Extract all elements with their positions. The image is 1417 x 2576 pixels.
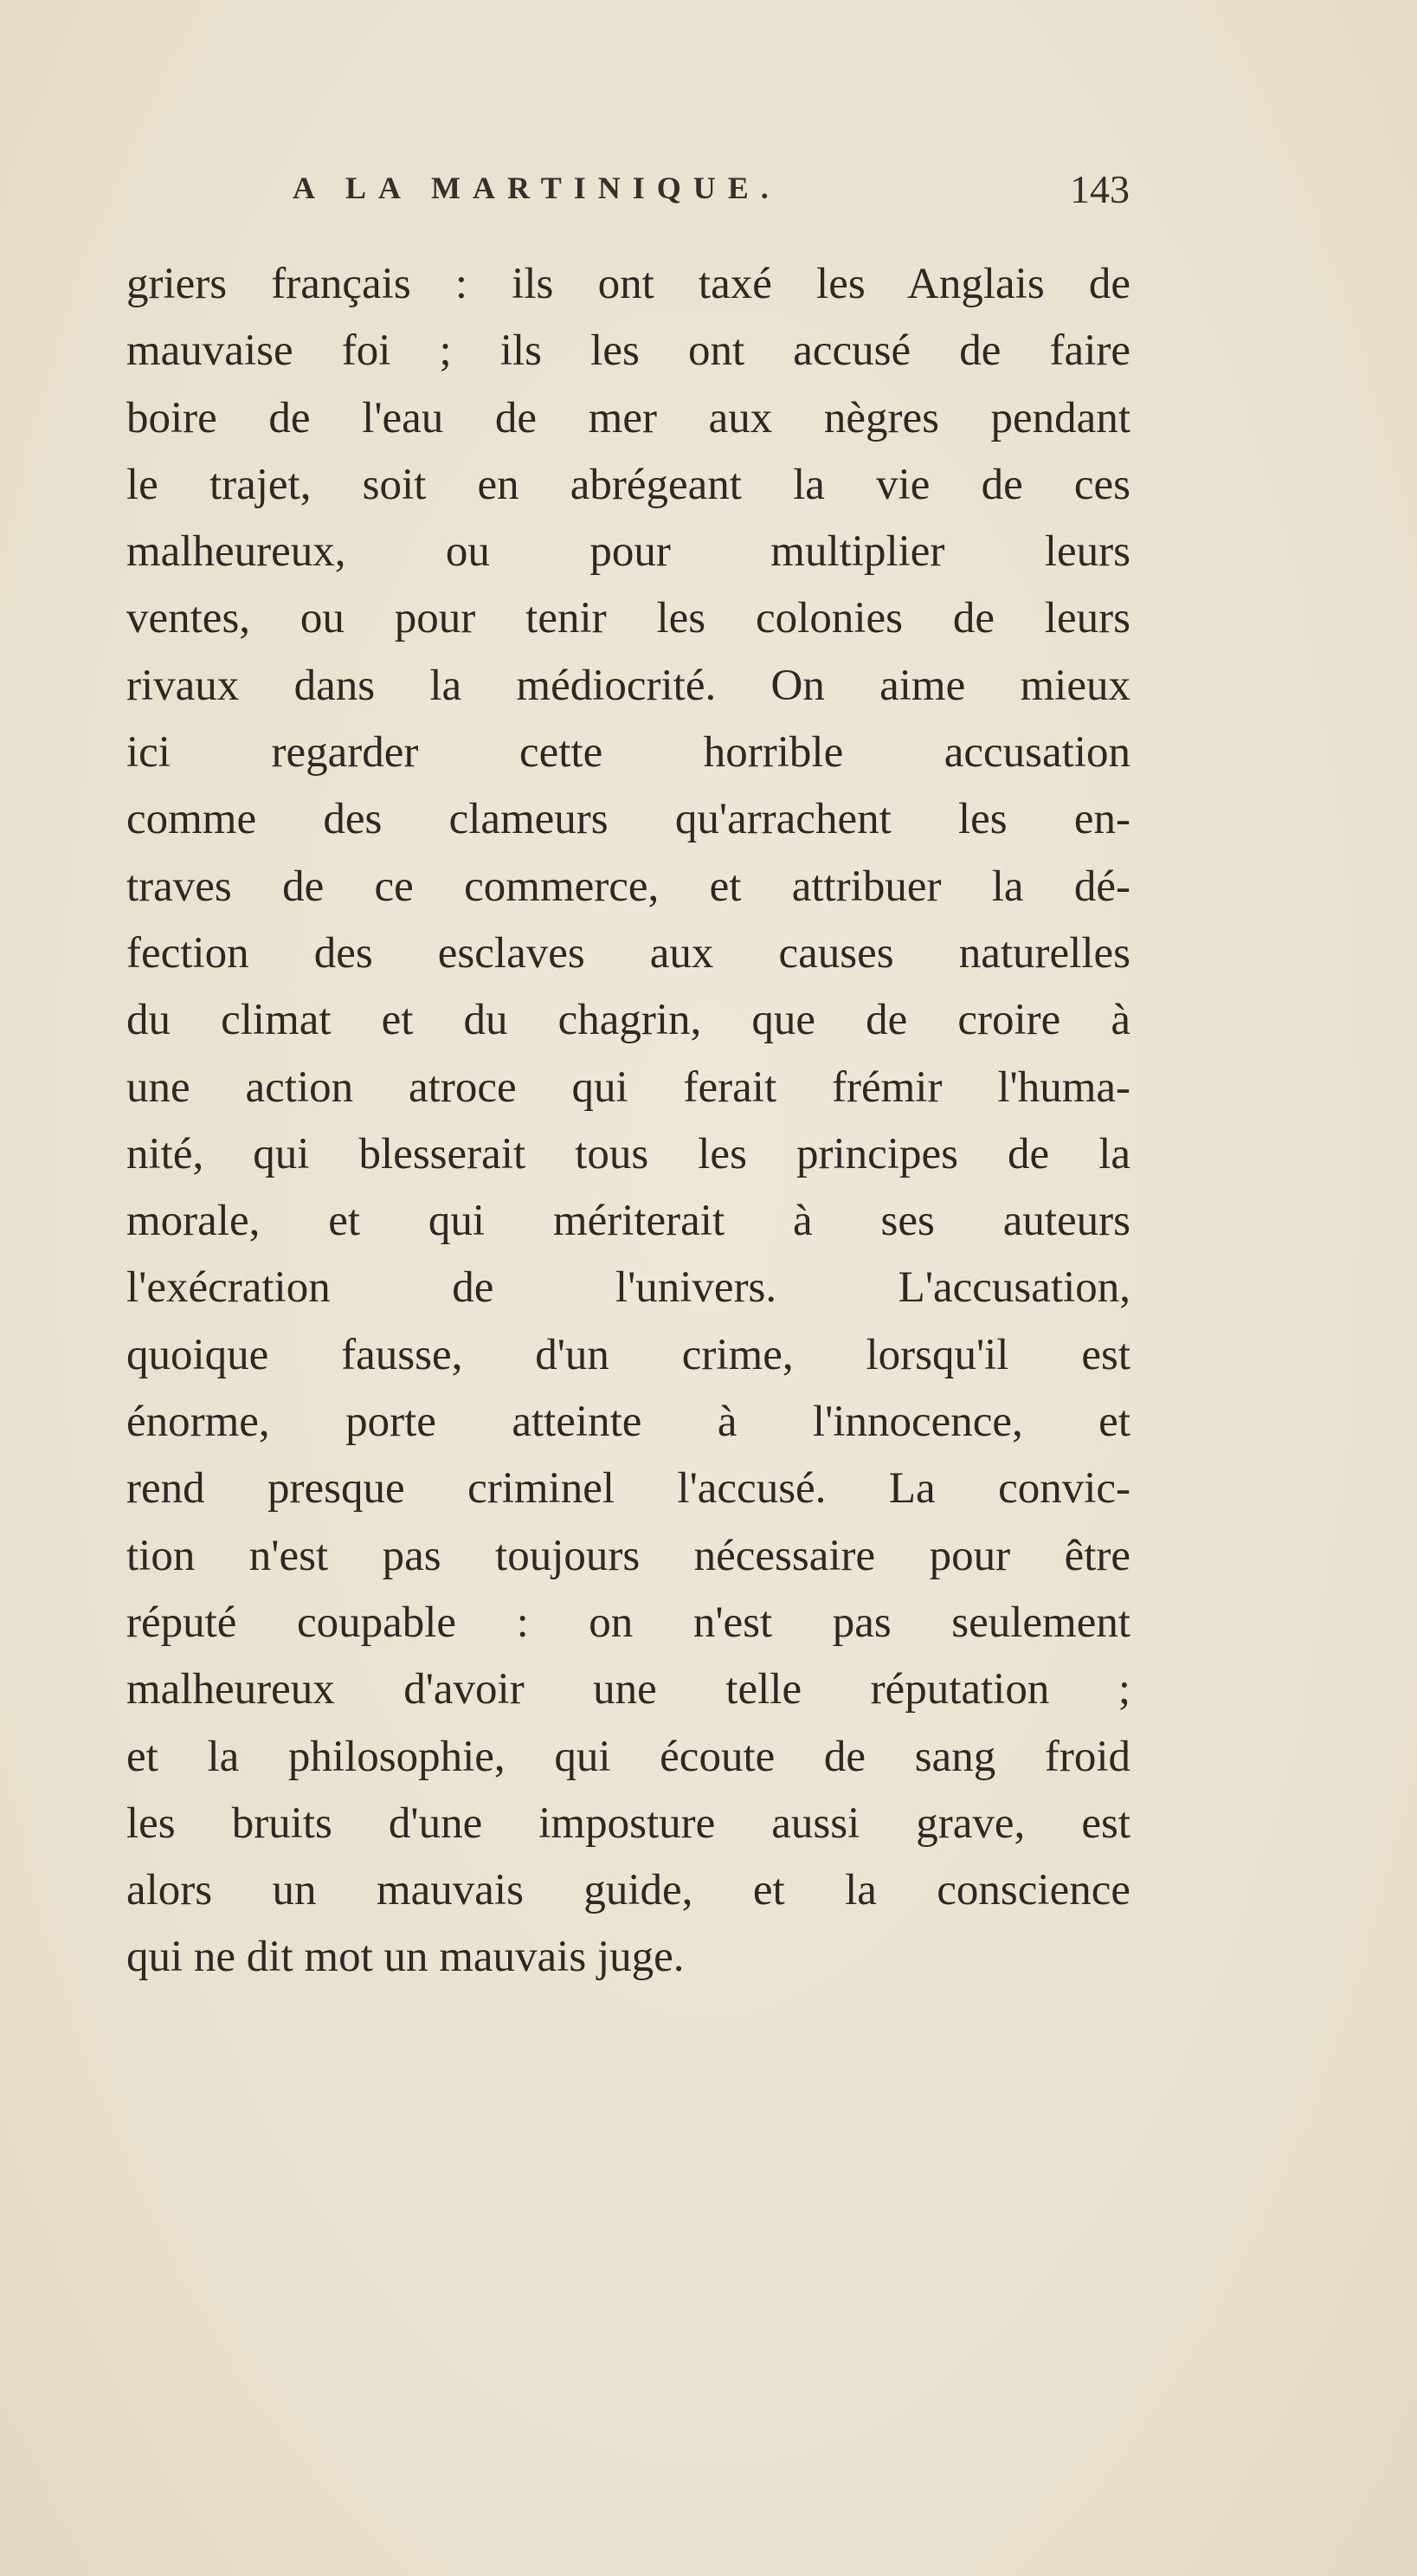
text-line: ventes, ou pour tenir les colonies de leurs (126, 594, 1130, 643)
page-number: 143 (1070, 167, 1130, 211)
text-line: rivaux dans la médiocrité. On aime mieux (126, 661, 1130, 710)
text-line: morale, et qui mériterait à ses auteurs (126, 1197, 1130, 1246)
text-line: boire de l'eau de mer aux nègres pendant (126, 393, 1130, 442)
page-header (293, 167, 1130, 222)
text-line: malheureux, ou pour multiplier leurs (126, 527, 1130, 577)
text-line: comme des clameurs qu'arrachent les en- (126, 795, 1130, 844)
text-line: et la philosophie, qui écoute de sang froid (126, 1732, 1130, 1781)
text-line: énorme, porte atteinte à l'innocence, et (126, 1398, 1130, 1447)
text-line: fection des esclaves aux causes naturelles (126, 928, 1130, 978)
text-line: les bruits d'une imposture aussi grave, est (126, 1798, 1130, 1848)
text-line: traves de ce commerce, et attribuer la dé- (126, 862, 1130, 911)
text-line: malheureux d'avoir une telle réputation ; (126, 1665, 1130, 1714)
text-line: nité, qui blesserait tous les principes de la (126, 1129, 1130, 1178)
text-line: du climat et du chagrin, que de croire à (126, 996, 1130, 1045)
text-line: quoique fausse, d'un crime, lorsqu'il est (126, 1330, 1130, 1379)
text-line: rend presque criminel l'accusé. La convic- (126, 1464, 1130, 1514)
text-line: ici regarder cette horrible accusation (126, 728, 1130, 778)
text-line: tion n'est pas toujours nécessaire pour être (126, 1531, 1130, 1580)
body-text (126, 251, 1130, 1992)
text-line: griers français : ils ont taxé les Anglais de (126, 260, 1130, 308)
text-line: mauvaise foi ; ils les ont accusé de faire (126, 326, 1130, 376)
running-title: A LA MARTINIQUE. (293, 171, 781, 205)
text-line: l'exécration de l'univers. L'accusation, (126, 1263, 1130, 1313)
text-line: une action atroce qui ferait frémir l'huma- (126, 1062, 1130, 1112)
text-line: réputé coupable : on n'est pas seulement (126, 1598, 1130, 1647)
text-line: alors un mauvais guide, et la conscience (126, 1866, 1130, 1915)
text-line: qui ne dit mot un mauvais juge. (126, 1933, 685, 1982)
text-line: le trajet, soit en abrégeant la vie de ces (126, 460, 1130, 509)
